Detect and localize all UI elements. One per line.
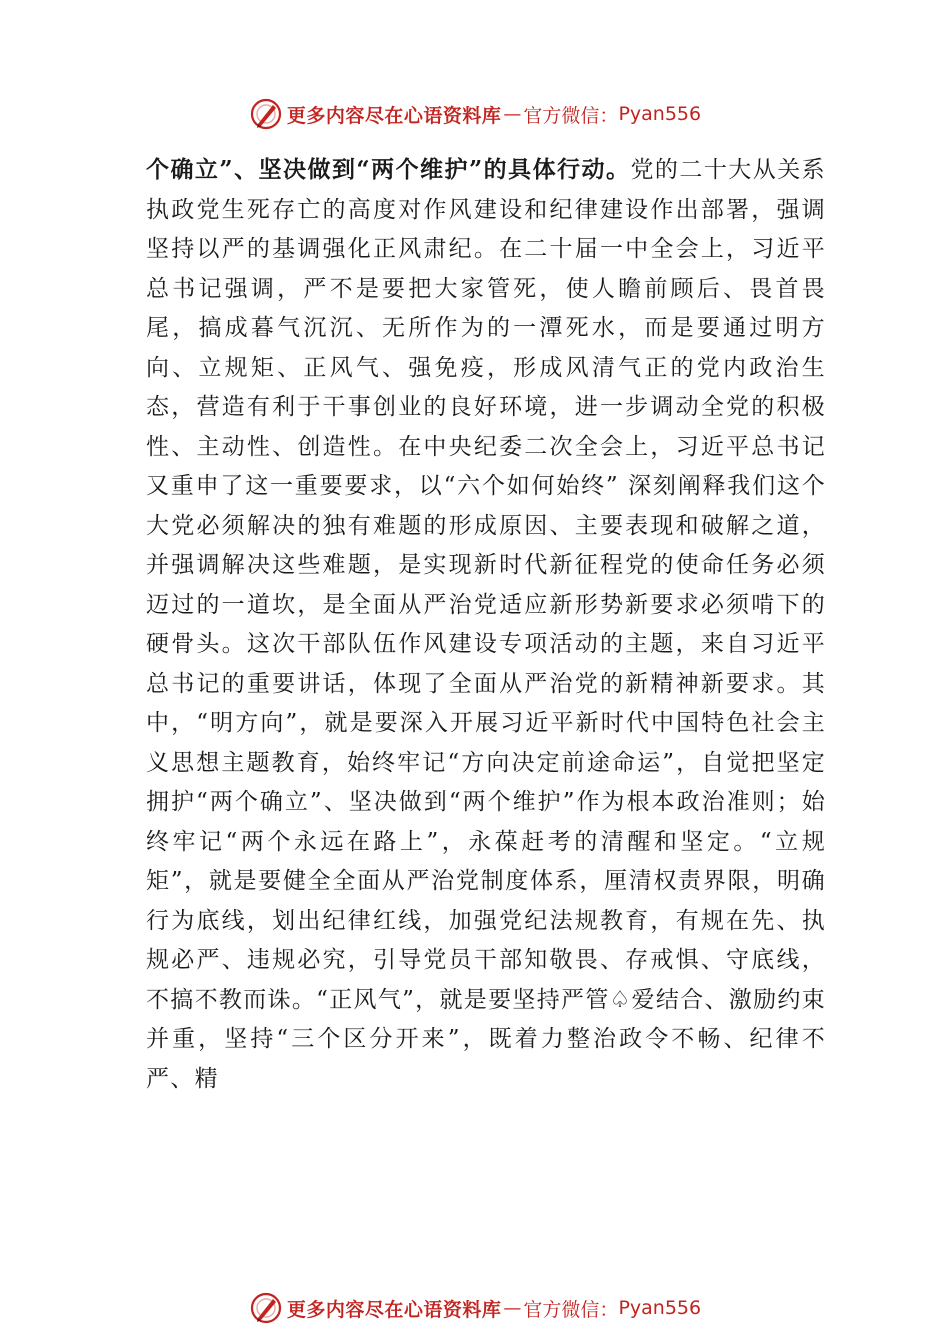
- body-paragraph: 党的二十大从关系执政党生死存亡的高度对作风建设和纪律建设作出部署，强调坚持以严的基调强化正风肃纪。在二十届一中全会上，习近平总书记强调，严不是要把大家管死，使人瞻前顾后、畏首畏尾，搞成暮气沉沉、无所作为的一潭死水，而是要通过明方向、立规矩、正风气、强免疫，形成风清气正的党内政治生态，营造有利于干事创业的良好环境，进一步调动全党的积极性、主动性、创造性。在中央纪委二次全会上，习近平总书记又重申了这一重要要求，以“六个如何始终” 深刻阐释我们这个大党必须解决的独有难题的形成原因、主要表现和破解之道，并强调解决这些难题，是实现新时代新征程党的使命任务必须迈过的一道坎，是全面从严治党适应新形势新要求必须啃下的硬骨头。这次干部队伍作风建设专项活动的主题，来自习近平总书记的重要讲话，体现了全面从严治党的新精神新要求。其中，“明方向”，就是要深入开展习近平新时代中国特色社会主义思想主题教育，始终牢记“方向决定前途命运”，自觉把坚定拥护“两个确立”、坚决做到“两个维护”作为根本政治准则；始终牢记“两个永远在路上”，永葆赶考的清醒和坚定。“立规矩”，就是要健全全面从严治党制度体系，厘清权责界限，明确行为底线，划出纪律红线，加强党纪法规教育，有规在先、执规必严、违规必究，引导党员干部知敬畏、存戒惧、守底线，不搞不教而诛。“正风气”，就是要坚持严管♤爱结合、激励约束并重，坚持“三个区分开来”，既着力整治政令不畅、纪律不严、精: [146, 157, 826, 1092]
- header-banner: [0, 94, 950, 134]
- wechat-label: 官方微信：: [523, 104, 619, 127]
- wechat-label: 官方微信：: [523, 1298, 619, 1321]
- wechat-id: Pyan556: [618, 103, 702, 125]
- pen-logo-icon: [249, 1291, 283, 1325]
- footer-banner: [0, 1288, 950, 1328]
- wechat-id: Pyan556: [618, 1297, 702, 1319]
- banner-separator: —: [503, 103, 522, 125]
- document-body: [146, 150, 826, 1099]
- banner-separator: —: [503, 1297, 522, 1319]
- brand-name: 更多内容尽在心语资料库: [286, 104, 502, 127]
- lead-sentence: 个确立”、坚决做到“两个维护”的具体行动。: [146, 156, 631, 183]
- brand-name: 更多内容尽在心语资料库: [286, 1298, 502, 1321]
- pen-logo-icon: [249, 97, 283, 131]
